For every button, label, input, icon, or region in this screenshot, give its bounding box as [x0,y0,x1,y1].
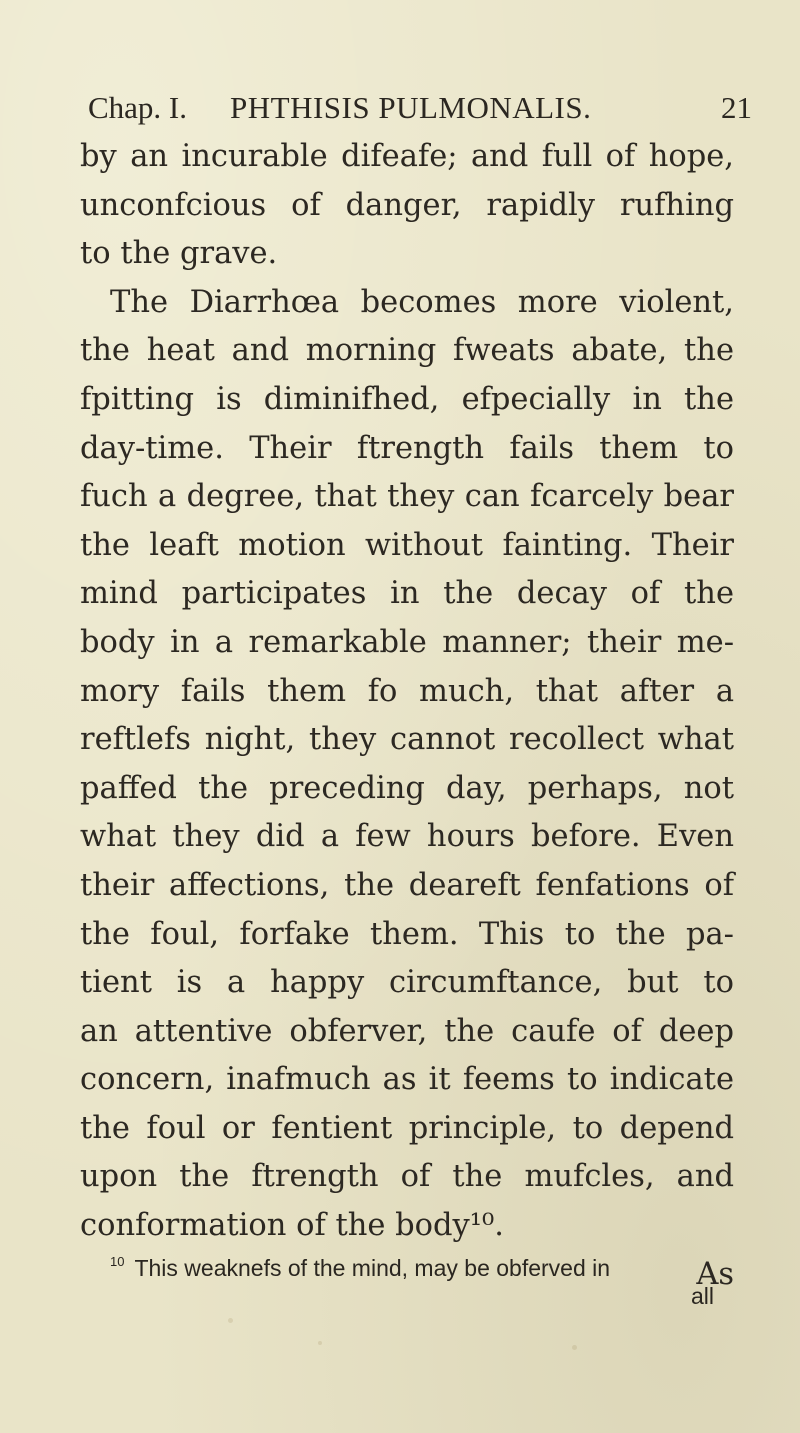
text-line: their affections, the deareft fenfations of [80,867,734,903]
running-title: PHTHISIS PULMONALIS. [230,90,592,125]
text-line: The Diarrhœa becomes more violent, [110,284,734,320]
text-line: the heat and morning fweats abate, the [80,333,734,369]
text-line: body in a remarkable manner; their me- [80,624,734,660]
page-header [88,86,752,130]
text-line: day-time. Their ftrength fails them to [80,430,734,466]
footnote-text: This weaknefs of the mind, may be obferved in [134,1255,611,1281]
paper-stain [572,1345,577,1350]
page-number: 21 [721,90,752,125]
footnote-line-continued: all [690,1283,714,1309]
paper-stain [318,1341,322,1345]
paper-stain [228,1318,233,1323]
text-line: unconfcious of danger, rapidly rufhing [80,187,734,223]
chapter-label: Chap. I. [88,90,188,125]
text-line: upon the ftrength of the mufcles, and [80,1159,734,1195]
text-line: fpitting is diminifhed, efpecially in the [80,381,734,417]
text-line: the leaft motion without fainting. Their [80,527,734,563]
text-line: the foul, forfake them. This to the pa- [80,916,734,952]
text-line: by an incurable difeafe; and full of hope, [80,139,734,174]
text-line: concern, inafmuch as it feems to indicate [80,1062,734,1098]
text-line: an attentive obferver, the caufe of deep [80,1013,734,1049]
footnote-line [110,1245,714,1279]
text-line: mory fails them fo much, that after a [80,673,734,709]
text-line: what they did a few hours before. Even [80,819,734,855]
text-line: reftlefs night, they cannot recollect what [80,722,734,758]
text-line: conformation of the body¹⁰. [80,1208,504,1244]
text-line: fuch a degree, that they can fcarcely bear [80,479,734,515]
body-text [80,133,734,1299]
text-line: mind participates in the decay of the [80,576,734,612]
text-line: tient is a happy circumftance, but to [80,965,734,1001]
text-line: paffed the preceding day, perhaps, not [80,770,734,806]
text-line: to the grave. [80,236,278,272]
catchword: As [696,1256,734,1292]
text-line: the foul or fentient principle, to depend [80,1110,734,1146]
footnote-mark: 10 [110,1254,125,1269]
footnote [110,1245,714,1313]
